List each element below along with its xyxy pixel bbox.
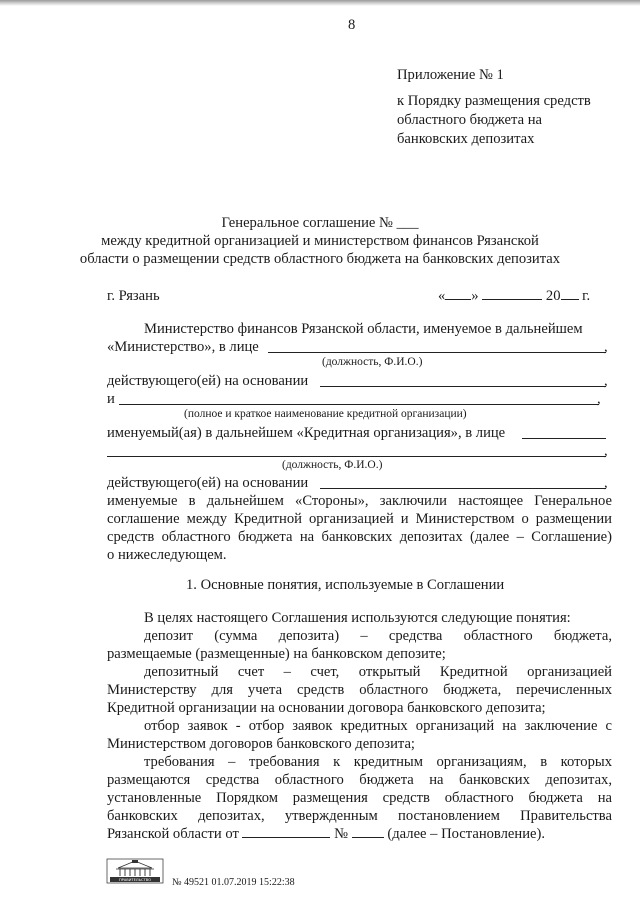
date-day-blank xyxy=(445,287,471,300)
page-number: 8 xyxy=(348,17,356,33)
date-month-blank xyxy=(482,287,542,300)
scan-edge xyxy=(0,0,640,6)
date-year-prefix: 20 xyxy=(545,288,561,304)
number-sign: № xyxy=(334,826,349,842)
definition-deposit: размещаемые (размещенные) на банковском депозите; xyxy=(107,646,446,662)
definition-deposit: депозит (сумма депозита) – средства областного бюджета, xyxy=(144,628,612,644)
blank-line xyxy=(320,488,606,489)
logo-text: ПРАВИТЕЛЬСТВО xyxy=(118,878,152,882)
agreement-subtitle: между кредитной организацией и министерством финансов Рязанской xyxy=(101,233,539,249)
definition-account: депозитный счет – счет, открытый Кредитной организацией xyxy=(144,664,612,680)
hint-organization-name: (полное и краткое наименование кредитной организации) xyxy=(184,408,467,420)
preamble-paragraph-line: средств областного бюджета на банковских депозитах (далее – Соглашение) xyxy=(107,529,612,545)
document-stamp: № 49521 01.07.2019 15:22:38 xyxy=(172,877,295,888)
appendix-line: банковских депозитах xyxy=(397,131,535,147)
comma: , xyxy=(597,391,601,407)
hint-position-name: (должность, Ф.И.О.) xyxy=(322,356,423,368)
appendix-title: Приложение № 1 xyxy=(397,67,504,83)
date-line xyxy=(438,287,590,305)
definition-selection: отбор заявок - отбор заявок кредитных организаций на заключение с xyxy=(144,718,612,734)
definitions-intro: В целях настоящего Соглашения используются следующие понятия: xyxy=(144,610,571,626)
requirements-end: (далее – Постановление). xyxy=(387,826,545,842)
preamble-line: Министерство финансов Рязанской области, именуемое в дальнейшем xyxy=(144,321,583,337)
preamble-line: «Министерство», в лице xyxy=(107,339,259,355)
definition-requirements: банковских депозитах, утвержденным постановлением Правительства xyxy=(107,808,612,824)
date-year-blank xyxy=(561,287,579,300)
comma: , xyxy=(604,373,608,389)
blank-line xyxy=(268,352,606,353)
definition-account: Министерству для учета средств областного бюджета, перечисленных xyxy=(107,682,612,698)
comma: , xyxy=(604,443,608,459)
blank-line xyxy=(119,404,599,405)
date-close-quote: » xyxy=(471,288,479,304)
requirements-from: Рязанской области от xyxy=(107,826,239,842)
agreement-title: Генеральное соглашение № ___ xyxy=(221,215,419,231)
hint-position-name: (должность, Ф.И.О.) xyxy=(282,459,383,471)
blank-line xyxy=(522,438,606,439)
definition-requirements xyxy=(107,825,545,843)
definition-requirements: требования – требования к кредитным организациям, в которых xyxy=(144,754,612,770)
preamble-paragraph-line: о нижеследующем. xyxy=(107,547,227,563)
section-heading: 1. Основные понятия, используемые в Соглашении xyxy=(186,577,505,593)
date-open-quote: « xyxy=(438,288,446,304)
blank-line xyxy=(107,456,606,457)
preamble-paragraph-line: соглашение между Кредитной организацией и Министерством о размещении xyxy=(107,511,612,527)
blank-line xyxy=(320,386,606,387)
place: г. Рязань xyxy=(107,288,160,304)
preamble-line: и xyxy=(107,391,115,407)
definition-requirements: установленные Порядком размещения средств областного бюджета на xyxy=(107,790,612,806)
definition-account: Кредитной организации на основании договора банковского депозита; xyxy=(107,700,546,716)
government-building-icon xyxy=(106,858,164,884)
preamble-line: именуемый(ая) в дальнейшем «Кредитная организация», в лице xyxy=(107,425,506,441)
number-blank xyxy=(352,825,384,838)
preamble-line: действующего(ей) на основании xyxy=(107,373,309,389)
date-blank xyxy=(242,825,330,838)
definition-selection: Министерством договоров банковского депозита; xyxy=(107,736,415,752)
comma: , xyxy=(604,475,608,491)
preamble-paragraph-line: именуемые в дальнейшем «Стороны», заключили настоящее Генеральное xyxy=(107,493,612,509)
comma: , xyxy=(604,339,608,355)
agreement-subtitle: области о размещении средств областного бюджета на банковских депозитах xyxy=(79,251,561,267)
preamble-line: действующего(ей) на основании xyxy=(107,475,309,491)
appendix-line: к Порядку размещения средств xyxy=(397,93,591,109)
definition-requirements: размещаются средства областного бюджета на банковских депозитах, xyxy=(107,772,612,788)
appendix-line: областного бюджета на xyxy=(397,112,542,128)
date-year-suffix: г. xyxy=(582,288,591,304)
